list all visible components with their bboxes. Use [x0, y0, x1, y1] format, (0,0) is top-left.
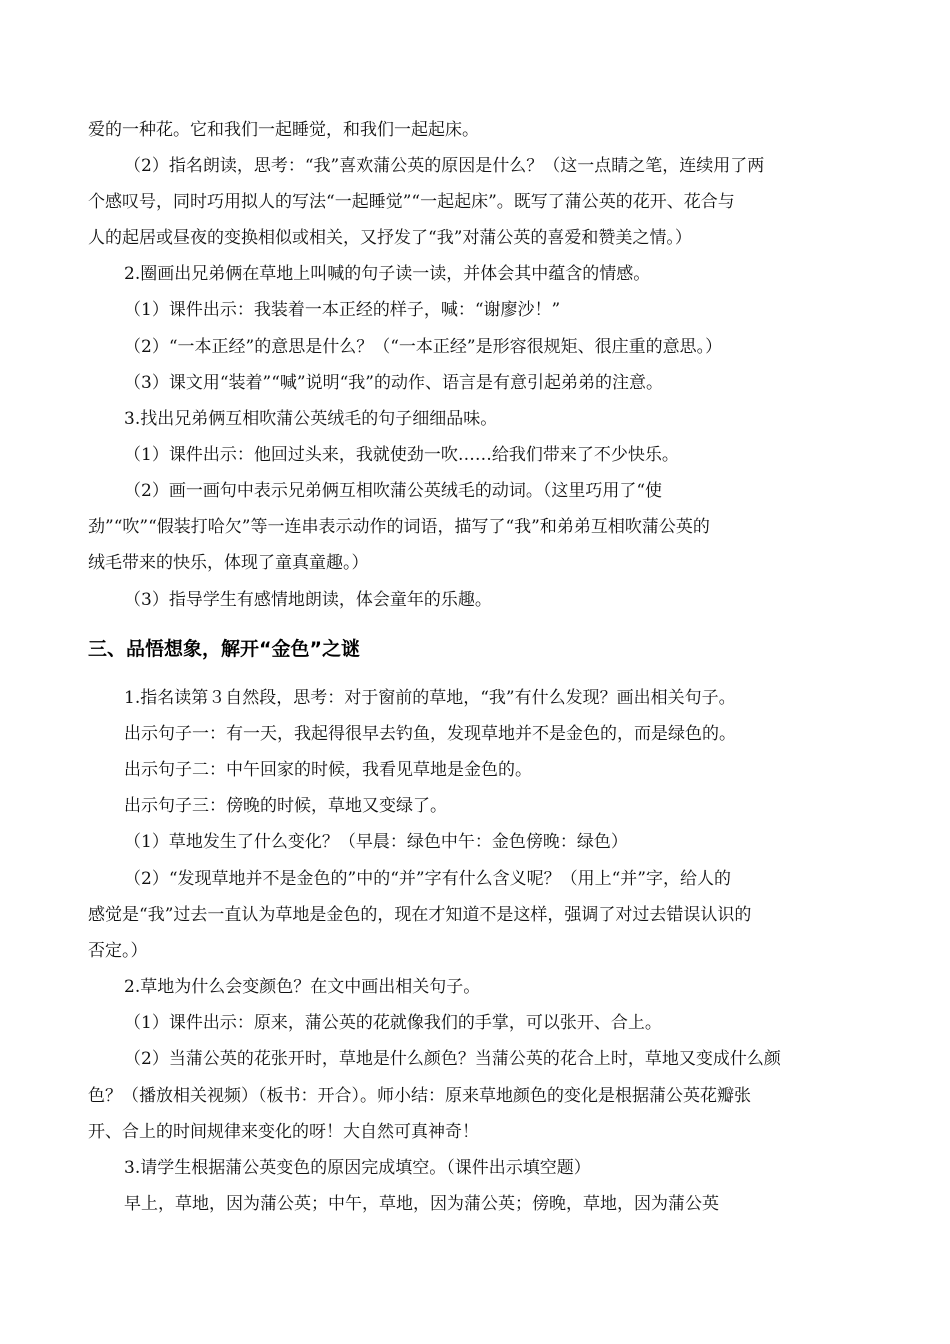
text-line: 个感叹号，同时巧用拟人的写法“一起睡觉”“一起起床”。既写了蒲公英的花开、花合与 [88, 192, 735, 212]
text-line: （1）草地发生了什么变化？（早晨：绿色中午：金色傍晚：绿色） [124, 832, 628, 852]
text-line: 出示句子一：有一天，我起得很早去钓鱼，发现草地并不是金色的，而是绿色的。 [124, 724, 736, 744]
text-line: 出示句子三：傍晚的时候，草地又变绿了。 [124, 796, 447, 816]
text-line: 人的起居或昼夜的变换相似或相关，又抒发了“我”对蒲公英的喜爱和赞美之情。） [88, 228, 692, 248]
text-line: 爱的一种花。它和我们一起睡觉，和我们一起起床。 [88, 120, 479, 140]
text-line: 绒毛带来的快乐，体现了童真童趣。） [88, 553, 369, 573]
text-line: 2.圈画出兄弟俩在草地上叫喊的句子读一读，并体会其中蕴含的情感。 [124, 264, 651, 284]
text-line: 开、合上的时间规律来变化的呀！大自然可真神奇！ [88, 1122, 479, 1142]
text-line: （3）指导学生有感情地朗读，体会童年的乐趣。 [124, 590, 492, 610]
text-line: （2）指名朗读，思考：“我”喜欢蒲公英的原因是什么？（这一点睛之笔，连续用了两 [124, 156, 765, 176]
text-line: 劲”“吹”“假装打哈欠”等一连串表示动作的词语，描写了“我”和弟弟互相吹蒲公英的 [88, 517, 710, 537]
text-line: （1）课件出示：他回过头来，我就使劲一吹……给我们带来了不少快乐。 [124, 445, 679, 465]
text-line: （2）“发现草地并不是金色的”中的“并”字有什么含义呢？（用上“并”字，给人的 [124, 869, 731, 889]
text-line: 否定。） [88, 941, 148, 961]
text-line: 出示句子二：中午回家的时候，我看见草地是金色的。 [124, 760, 532, 780]
text-line: 早上，草地，因为蒲公英；中午，草地，因为蒲公英；傍晚，草地，因为蒲公英 [124, 1194, 719, 1214]
text-line: 2.草地为什么会变颜色？在文中画出相关句子。 [124, 977, 481, 997]
text-line: （3）课文用“装着”“喊”说明“我”的动作、语言是有意引起弟弟的注意。 [124, 373, 663, 393]
text-line: 感觉是“我”过去一直认为草地是金色的，现在才知道不是这样，强调了对过去错误认识的 [88, 905, 752, 925]
text-line: 3.找出兄弟俩互相吹蒲公英绒毛的句子细细品味。 [124, 409, 498, 429]
text-line: （2）画一画句中表示兄弟俩互相吹蒲公英绒毛的动词。（这里巧用了“使 [124, 481, 663, 501]
text-line: 3.请学生根据蒲公英变色的原因完成填空。（课件出示填空题） [124, 1158, 591, 1178]
text-line: （2）当蒲公英的花张开时，草地是什么颜色？当蒲公英的花合上时，草地又变成什么颜 [124, 1049, 781, 1069]
text-line: （2）“一本正经”的意思是什么？（“一本正经”是形容很规矩、很庄重的意思。） [124, 337, 723, 357]
text-line: 1.指名读第３自然段，思考：对于窗前的草地，“我”有什么发现？画出相关句子。 [124, 688, 736, 708]
text-line: 色？（播放相关视频）（板书：开合）。师小结：原来草地颜色的变化是根据蒲公英花瓣张 [88, 1086, 751, 1106]
text-line: （1）课件出示：原来，蒲公英的花就像我们的手掌，可以张开、合上。 [124, 1013, 662, 1033]
text-line: （1）课件出示：我装着一本正经的样子，喊：“谢廖沙！” [124, 300, 561, 320]
section-heading: 三、品悟想象，解开“金色”之谜 [88, 638, 360, 660]
